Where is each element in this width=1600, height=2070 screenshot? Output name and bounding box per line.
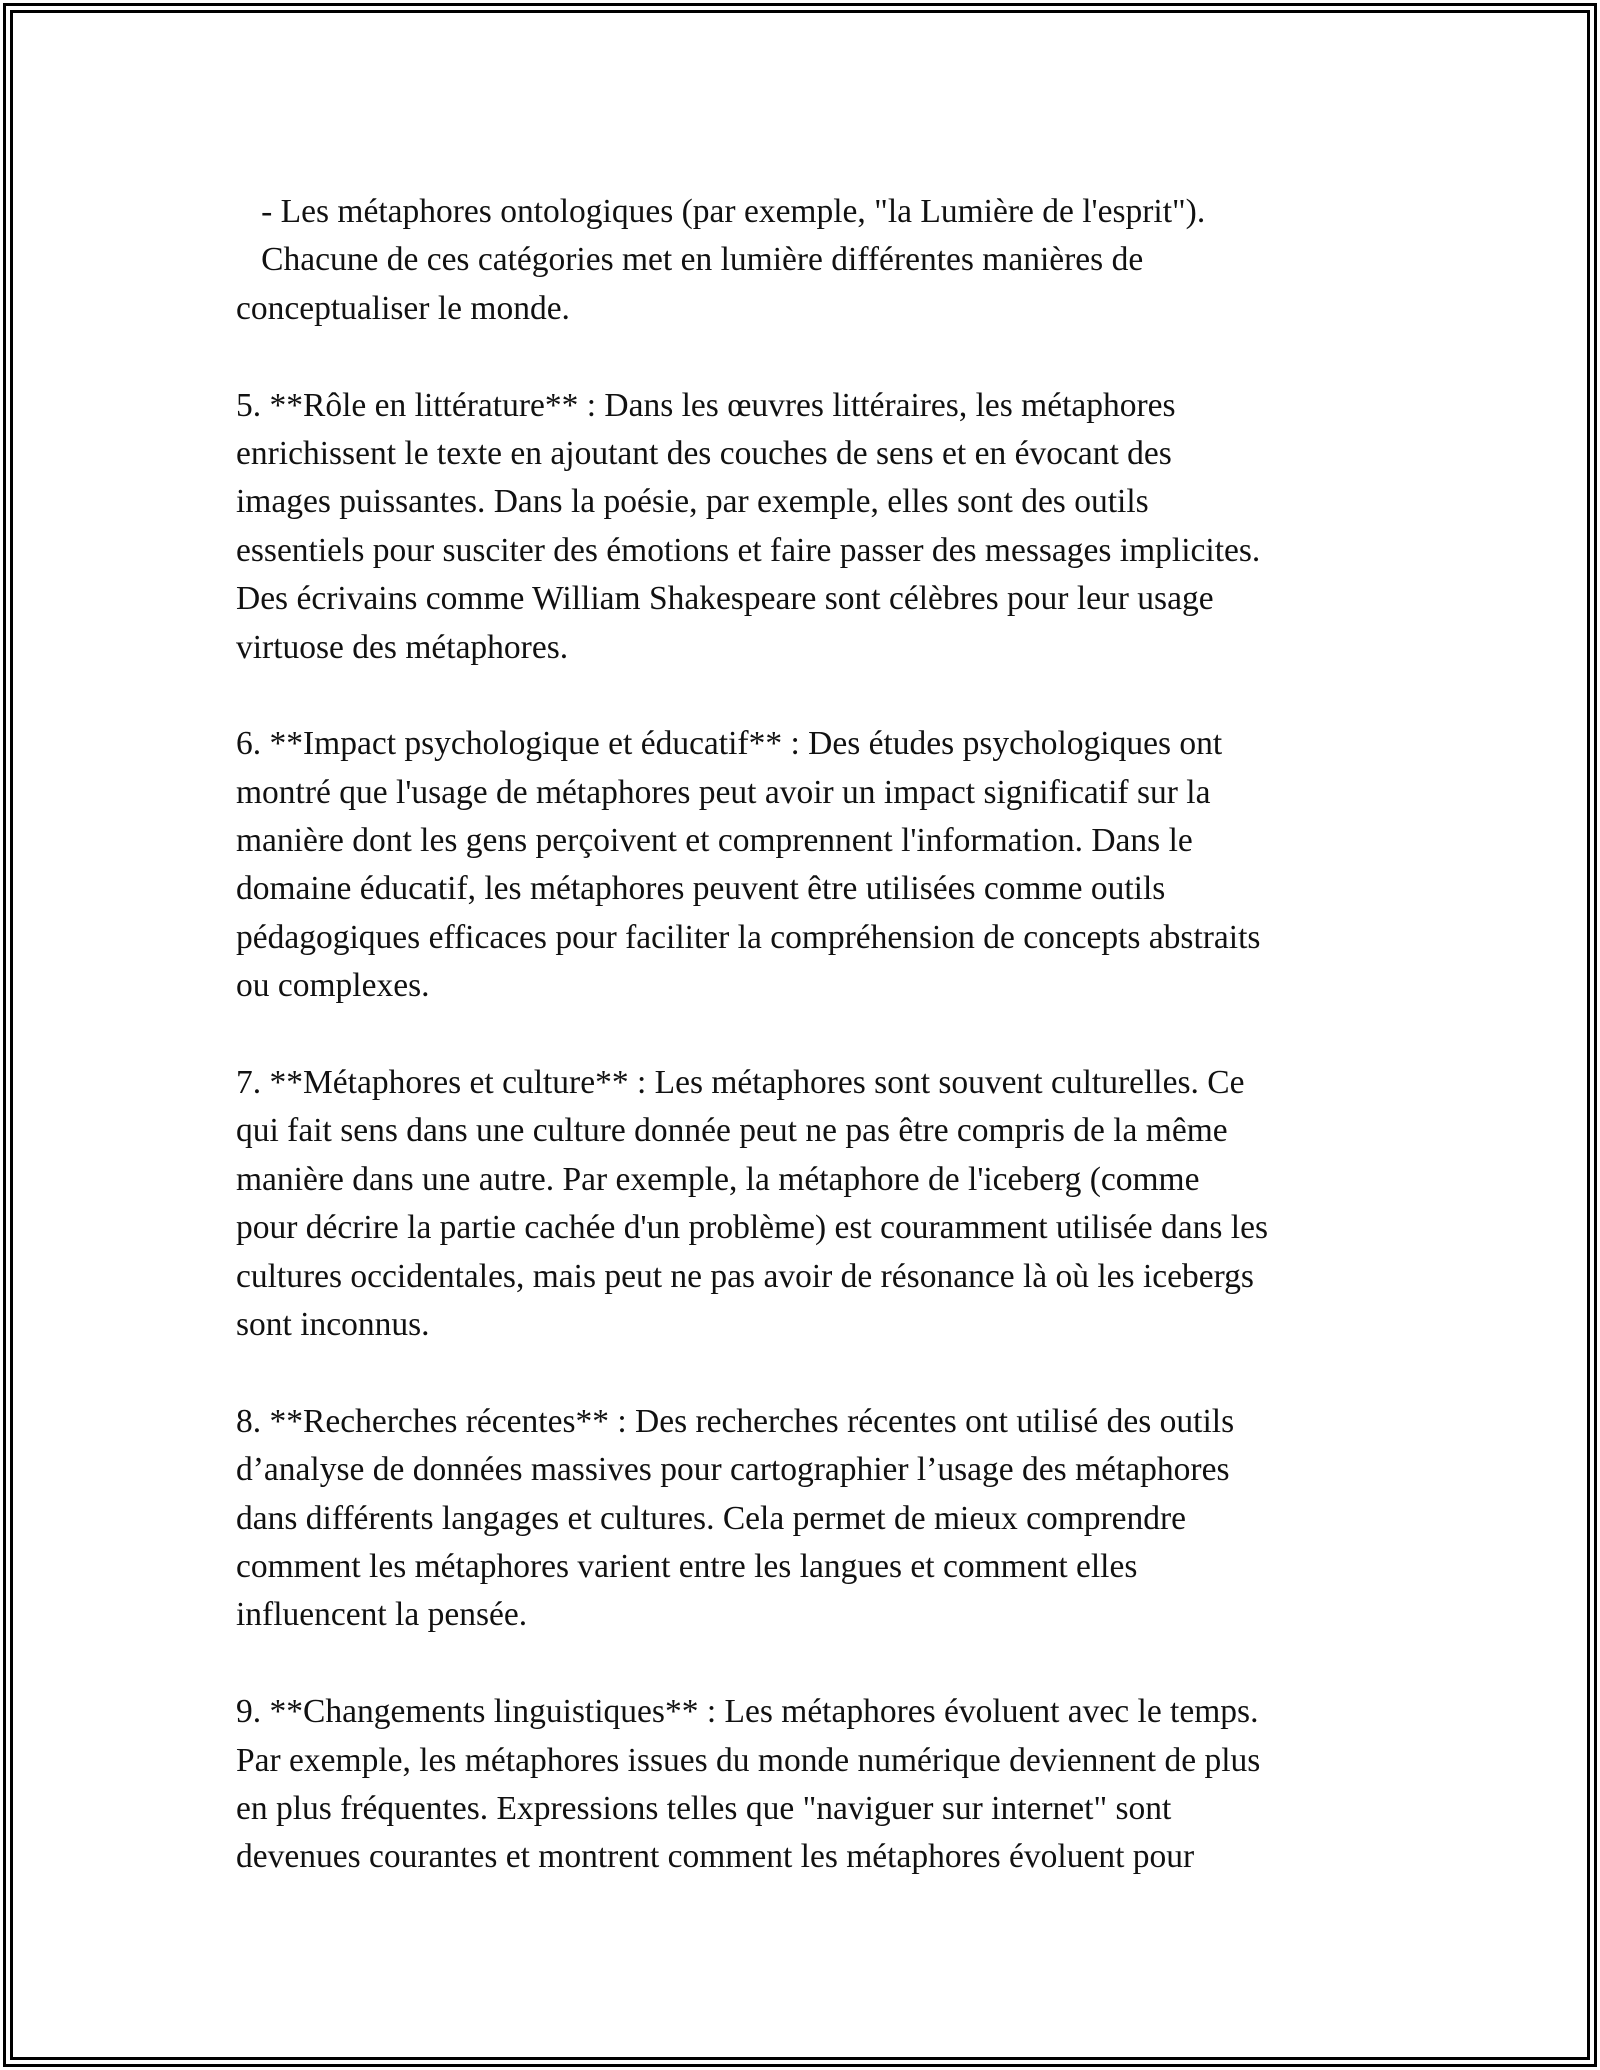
section-7-metaphores-et-culture: [236, 1059, 1386, 1349]
text-line: pour décrire la partie cachée d'un problème) est couramment utilisée dans les: [236, 1209, 1269, 1247]
text-line: 9. **Changements linguistiques** : Les métaphores évoluent avec le temps.: [236, 1693, 1259, 1731]
text-line: influencent la pensée.: [236, 1596, 528, 1634]
text-line: manière dans une autre. Par exemple, la métaphore de l'iceberg (comme: [236, 1160, 1200, 1198]
paragraph-gap: [236, 1349, 1386, 1397]
section-5-role-en-litterature: [236, 382, 1386, 672]
text-line: sont inconnus.: [236, 1305, 430, 1343]
text-line: qui fait sens dans une culture donnée peut ne pas être compris de la même: [236, 1112, 1228, 1150]
document-body: [236, 188, 1386, 1882]
text-line: montré que l'usage de métaphores peut avoir un impact significatif sur la: [236, 773, 1211, 811]
section-6-impact-psychologique: [236, 720, 1386, 1010]
text-line: Des écrivains comme William Shakespeare sont célèbres pour leur usage: [236, 580, 1214, 618]
text-line: - Les métaphores ontologiques (par exemple, "la Lumière de l'esprit").: [236, 193, 1206, 230]
text-line: enrichissent le texte en ajoutant des couches de sens et en évocant des: [236, 434, 1172, 472]
text-line: conceptualiser le monde.: [236, 289, 570, 327]
text-line: d’analyse de données massives pour cartographier l’usage des métaphores: [236, 1451, 1230, 1489]
paragraph-gap: [236, 333, 1386, 381]
text-line: pédagogiques efficaces pour faciliter la compréhension de concepts abstraits: [236, 918, 1261, 956]
text-line: ou complexes.: [236, 967, 430, 1005]
text-line: virtuose des métaphores.: [236, 628, 569, 666]
text-line: 7. **Métaphores et culture** : Les métaphores sont souvent culturelles. Ce: [236, 1064, 1245, 1102]
text-line: domaine éducatif, les métaphores peuvent être utilisées comme outils: [236, 870, 1166, 908]
section-9-changements-linguistiques: [236, 1688, 1386, 1882]
text-line: Chacune de ces catégories met en lumière différentes manières de: [236, 241, 1144, 279]
paragraph-gap: [236, 672, 1386, 720]
text-line: essentiels pour susciter des émotions et faire passer des messages implicites.: [236, 531, 1261, 569]
intro-paragraph: [236, 188, 1386, 333]
text-line: en plus fréquentes. Expressions telles que "naviguer sur internet" sont: [236, 1789, 1172, 1827]
text-line: 5. **Rôle en littérature** : Dans les œuvres littéraires, les métaphores: [236, 386, 1176, 424]
text-line: dans différents langages et cultures. Cela permet de mieux comprendre: [236, 1499, 1187, 1537]
text-line: cultures occidentales, mais peut ne pas avoir de résonance là où les icebergs: [236, 1257, 1254, 1295]
text-line: manière dont les gens perçoivent et comprennent l'information. Dans le: [236, 822, 1193, 860]
text-line: comment les métaphores varient entre les langues et comment elles: [236, 1547, 1138, 1585]
text-line: 8. **Recherches récentes** : Des recherches récentes ont utilisé des outils: [236, 1402, 1235, 1440]
text-line: Par exemple, les métaphores issues du monde numérique deviennent de plus: [236, 1741, 1261, 1779]
section-8-recherches-recentes: [236, 1398, 1386, 1640]
paragraph-gap: [236, 1640, 1386, 1688]
paragraph-gap: [236, 1011, 1386, 1059]
text-line: 6. **Impact psychologique et éducatif** : Des études psychologiques ont: [236, 725, 1223, 763]
text-line: images puissantes. Dans la poésie, par exemple, elles sont des outils: [236, 483, 1149, 521]
text-line: devenues courantes et montrent comment les métaphores évoluent pour: [236, 1838, 1195, 1876]
